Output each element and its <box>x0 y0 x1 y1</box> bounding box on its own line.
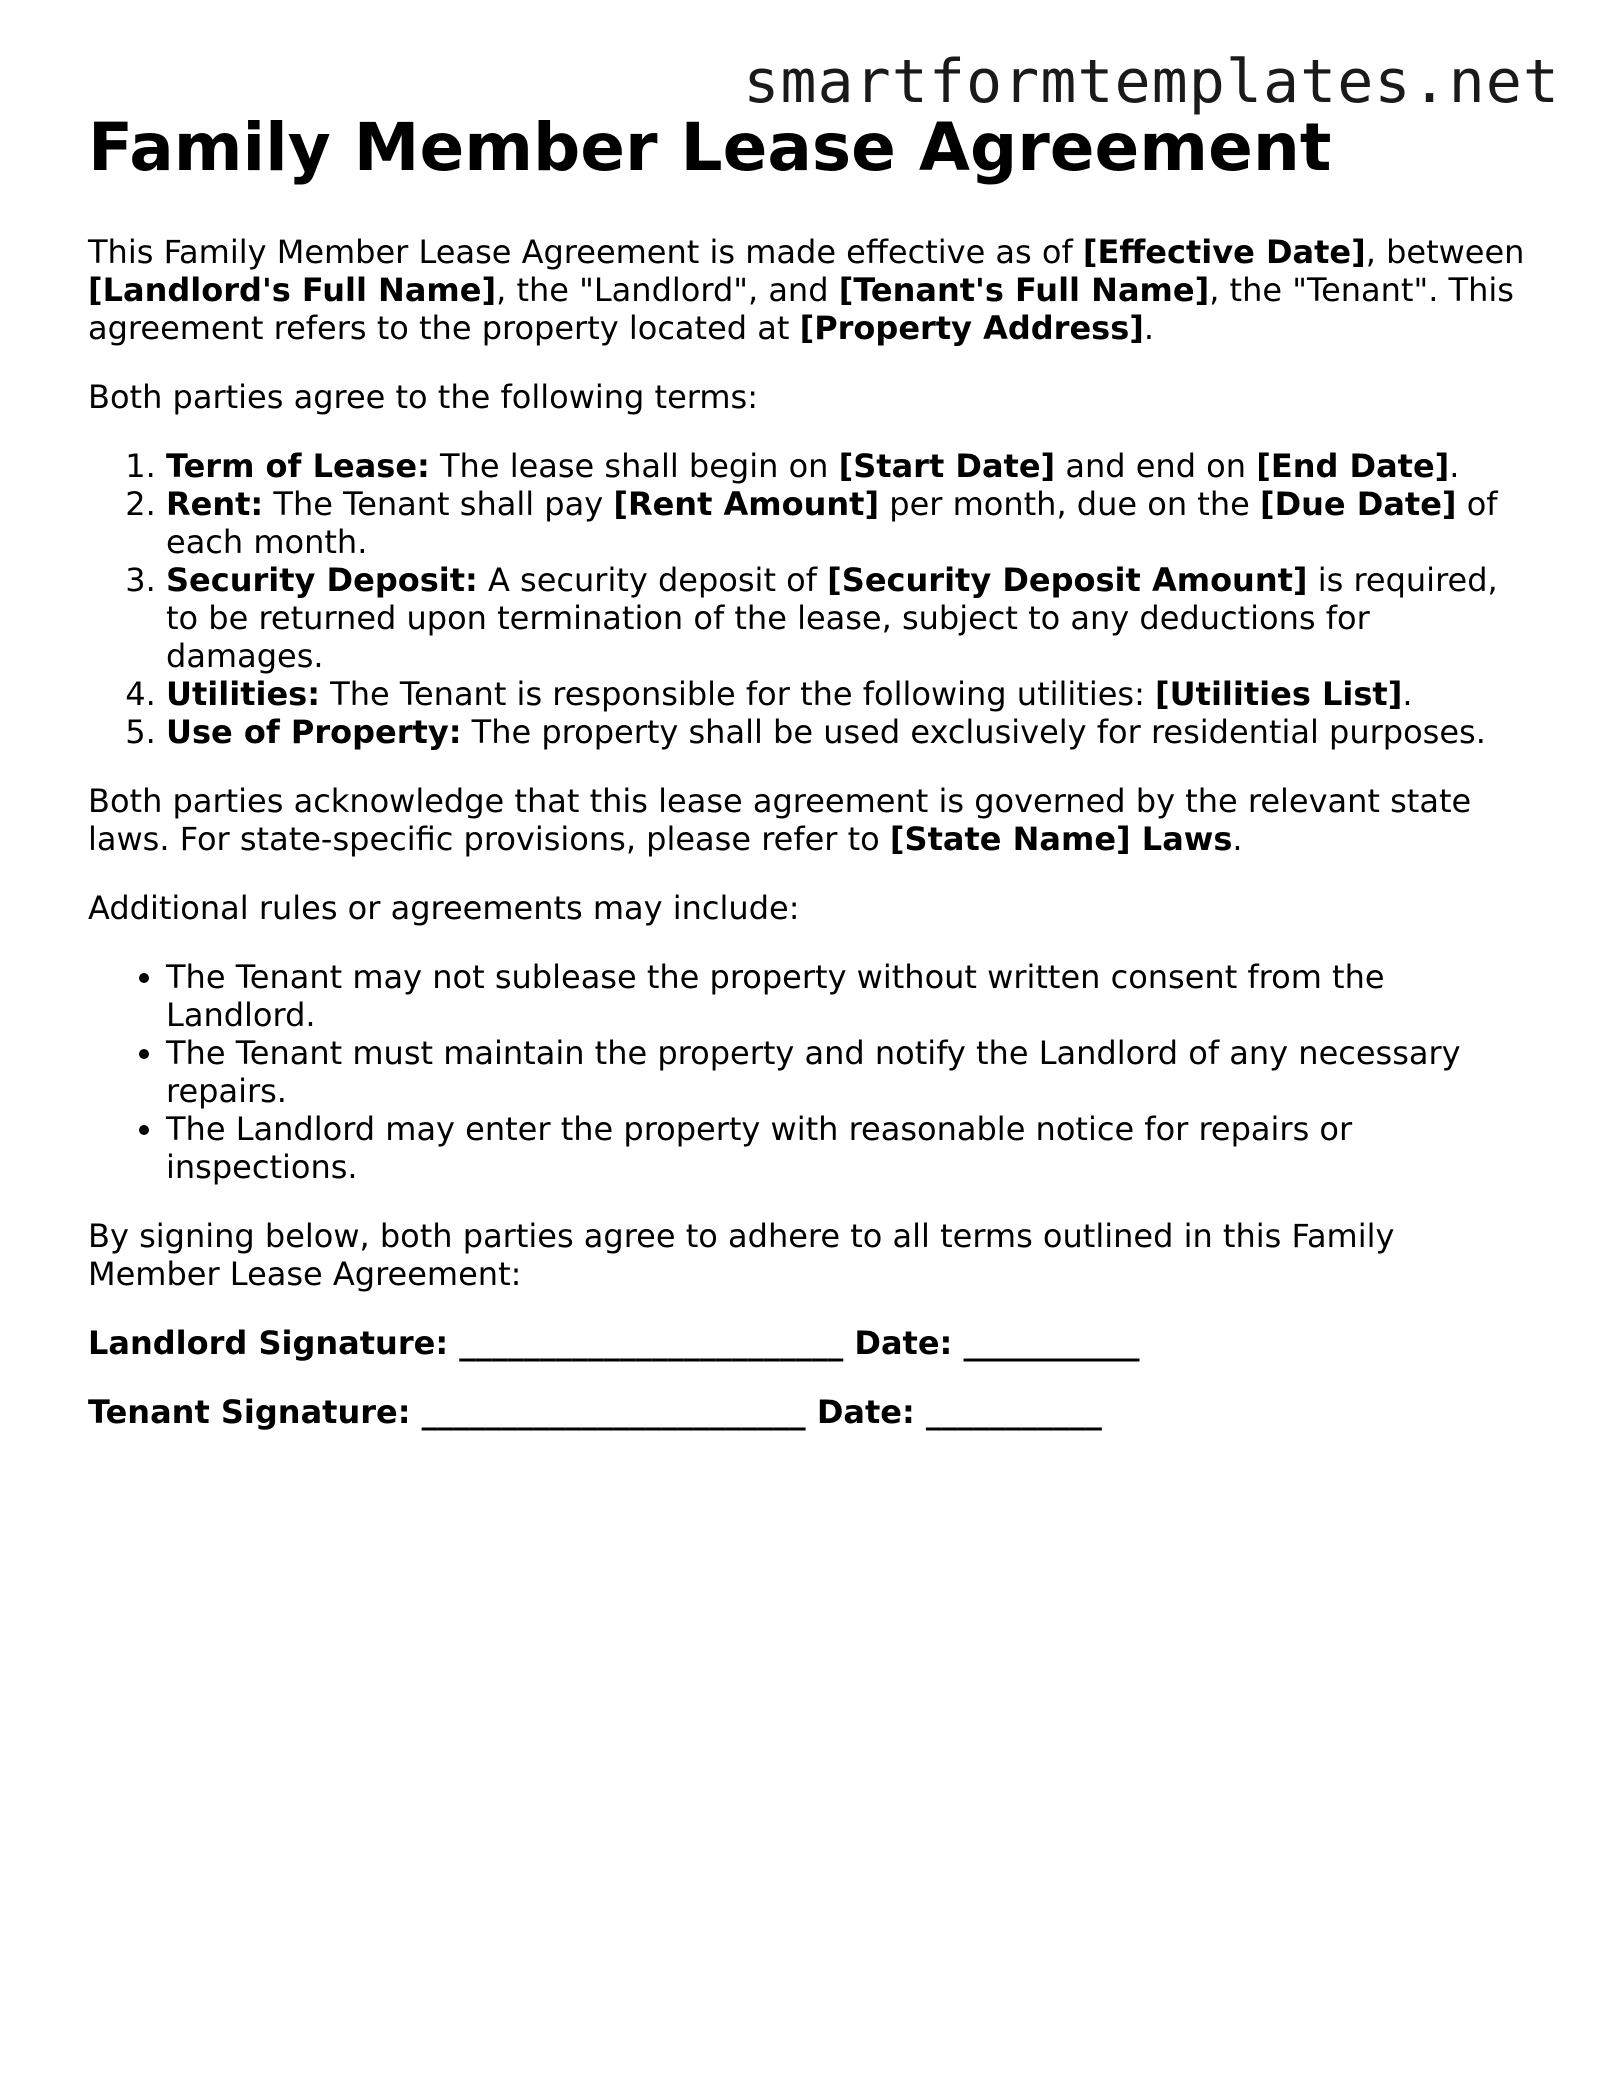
terms-list <box>88 447 1528 751</box>
list-item: • The Landlord may enter the property with reasonable notice for repairs or inspections. <box>166 1110 1528 1186</box>
list-item: • The Tenant must maintain the property and notify the Landlord of any necessary repairs. <box>166 1034 1528 1110</box>
term-label: Utilities: <box>166 674 320 713</box>
landlord-name-placeholder: [Landlord's Full Name] <box>88 270 497 309</box>
use-of-property-item: 5. Use of Property: The property shall be used exclusively for residential purposes. <box>166 713 1528 751</box>
list-item: • The Tenant may not sublease the property without written consent from the Landlord. <box>166 958 1528 1034</box>
tenant-signature-line: Tenant Signature: ________________________ Date: ___________ <box>88 1392 1102 1431</box>
effective-date-placeholder: [Effective Date] <box>1082 232 1366 271</box>
law-paragraph: Both parties acknowledge that this lease agreement is governed by the relevant state laws. For state-specific provisions, please refer to [State Name] Laws. <box>88 781 1472 858</box>
term-label: Security Deposit: <box>166 560 478 599</box>
deposit-amount-placeholder: [Security Deposit Amount] <box>827 560 1308 599</box>
term-label: Term of Lease: <box>166 446 430 485</box>
landlord-signature-line: Landlord Signature: ________________________ Date: ___________ <box>88 1323 1140 1362</box>
end-date-placeholder: [End Date] <box>1256 446 1450 485</box>
utilities-item: 4. Utilities: The Tenant is responsible for the following utilities: [Utilities List]. <box>166 675 1528 713</box>
start-date-placeholder: [Start Date] <box>838 446 1056 485</box>
term-of-lease-item: 1. Term of Lease: The lease shall begin on [Start Date] and end on [End Date]. <box>166 447 1528 485</box>
property-address-placeholder: [Property Address] <box>799 308 1144 347</box>
closing-paragraph: By signing below, both parties agree to adhere to all terms outlined in this Family Member Lease Agreement: <box>88 1216 1395 1293</box>
document-page <box>88 109 1528 1462</box>
tenant-name-placeholder: [Tenant's Full Name] <box>838 270 1210 309</box>
security-deposit-item: 3. Security Deposit: A security deposit of [Security Deposit Amount] is required, to be returned upon termination of the lease, subject to any deductions for damages. <box>166 561 1528 675</box>
term-label: Use of Property: <box>166 712 462 751</box>
due-date-placeholder: [Due Date] <box>1259 484 1457 523</box>
rules-intro: Additional rules or agreements may include: <box>88 888 800 927</box>
intro-paragraph: This Family Member Lease Agreement is made effective as of [Effective Date], between [Landlord's Full Name], the "Landlord", and [Tenant's Full Name], the "Tenant". This agreement refers to the property located at [Property Address]. <box>88 232 1525 347</box>
rules-list <box>88 958 1528 1186</box>
site-watermark: smartformtemplates.net <box>743 47 1560 117</box>
term-label: Rent: <box>166 484 264 523</box>
state-laws-placeholder: [State Name] Laws <box>889 819 1233 858</box>
document-title: Family Member Lease Agreement <box>88 109 1332 186</box>
rent-amount-placeholder: [Rent Amount] <box>613 484 880 523</box>
terms-intro: Both parties agree to the following terms: <box>88 377 758 416</box>
rent-item: 2. Rent: The Tenant shall pay [Rent Amount] per month, due on the [Due Date] of each month. <box>166 485 1528 561</box>
utilities-list-placeholder: [Utilities List] <box>1155 674 1403 713</box>
